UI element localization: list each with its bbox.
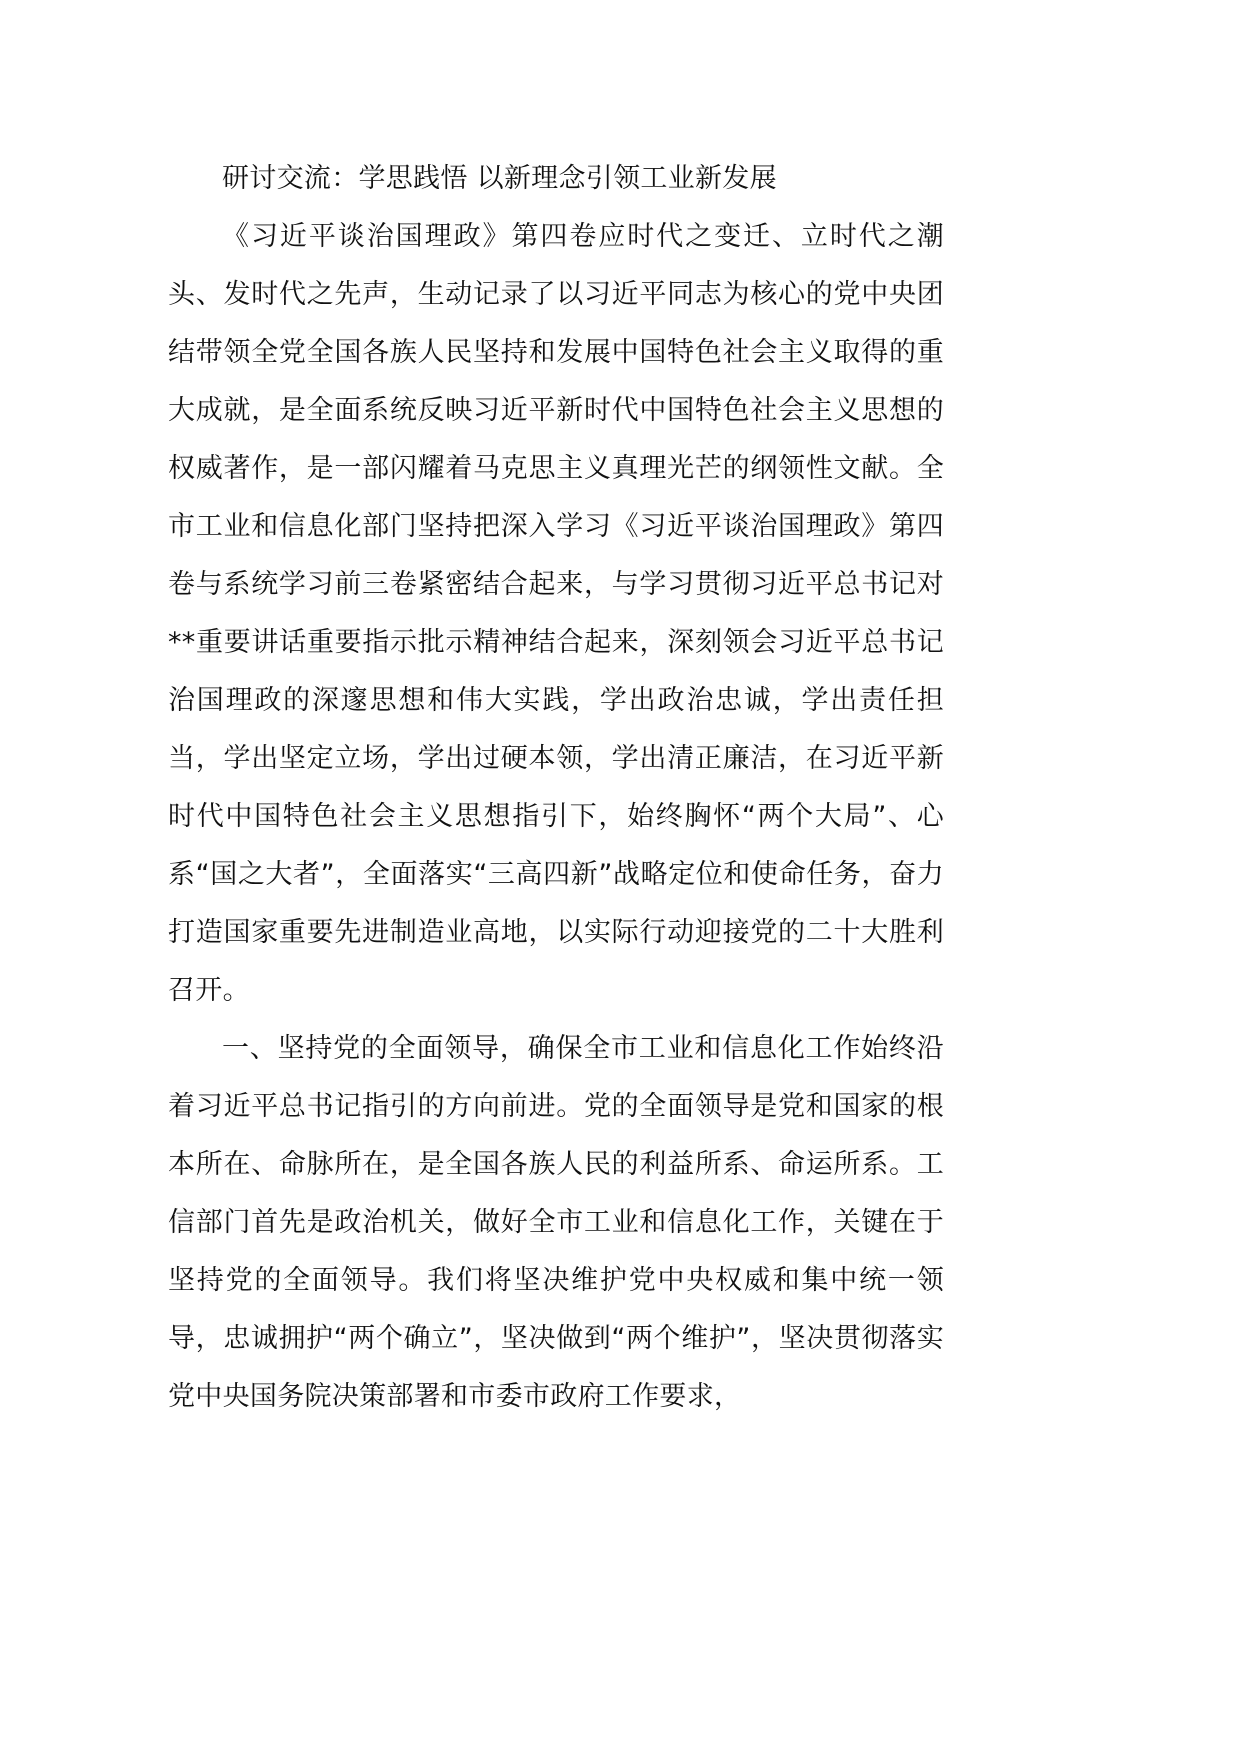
- paragraph-intro: 《习近平谈治国理政》第四卷应时代之变迁、立时代之潮头、发时代之先声，生动记录了以习近平同志为核心的党中央团结带领全党全国各族人民坚持和发展中国特色社会主义取得的重大成就，是全面系统反映习近平新时代中国特色社会主义思想的权威著作，是一部闪耀着马克思主义真理光芒的纲领性文献。全市工业和信息化部门坚持把深入学习《习近平谈治国理政》第四卷与系统学习前三卷紧密结合起来，与学习贯彻习近平总书记对**重要讲话重要指示批示精神结合起来，深刻领会习近平总书记治国理政的深邃思想和伟大实践，学出政治忠诚，学出责任担当，学出坚定立场，学出过硬本领，学出清正廉洁，在习近平新时代中国特色社会主义思想指引下，始终胸怀“两个大局”、心系“国之大者”，全面落实“三高四新”战略定位和使命任务，奋力打造国家重要先进制造业高地，以实际行动迎接党的二十大胜利召开。: [168, 221, 944, 1006]
- document-body: [168, 150, 944, 1426]
- paragraph-section-one: 一、坚持党的全面领导，确保全市工业和信息化工作始终沿着习近平总书记指引的方向前进。党的全面领导是党和国家的根本所在、命脉所在，是全国各族人民的利益所系、命运所系。工信部门首先是政治机关，做好全市工业和信息化工作，关键在于坚持党的全面领导。我们将坚决维护党中央权威和集中统一领导，忠诚拥护“两个确立”，坚决做到“两个维护”，坚决贯彻落实党中央国务院决策部署和市委市政府工作要求，: [168, 1033, 944, 1412]
- document-title: 研讨交流：学思践悟 以新理念引领工业新发展: [222, 163, 777, 194]
